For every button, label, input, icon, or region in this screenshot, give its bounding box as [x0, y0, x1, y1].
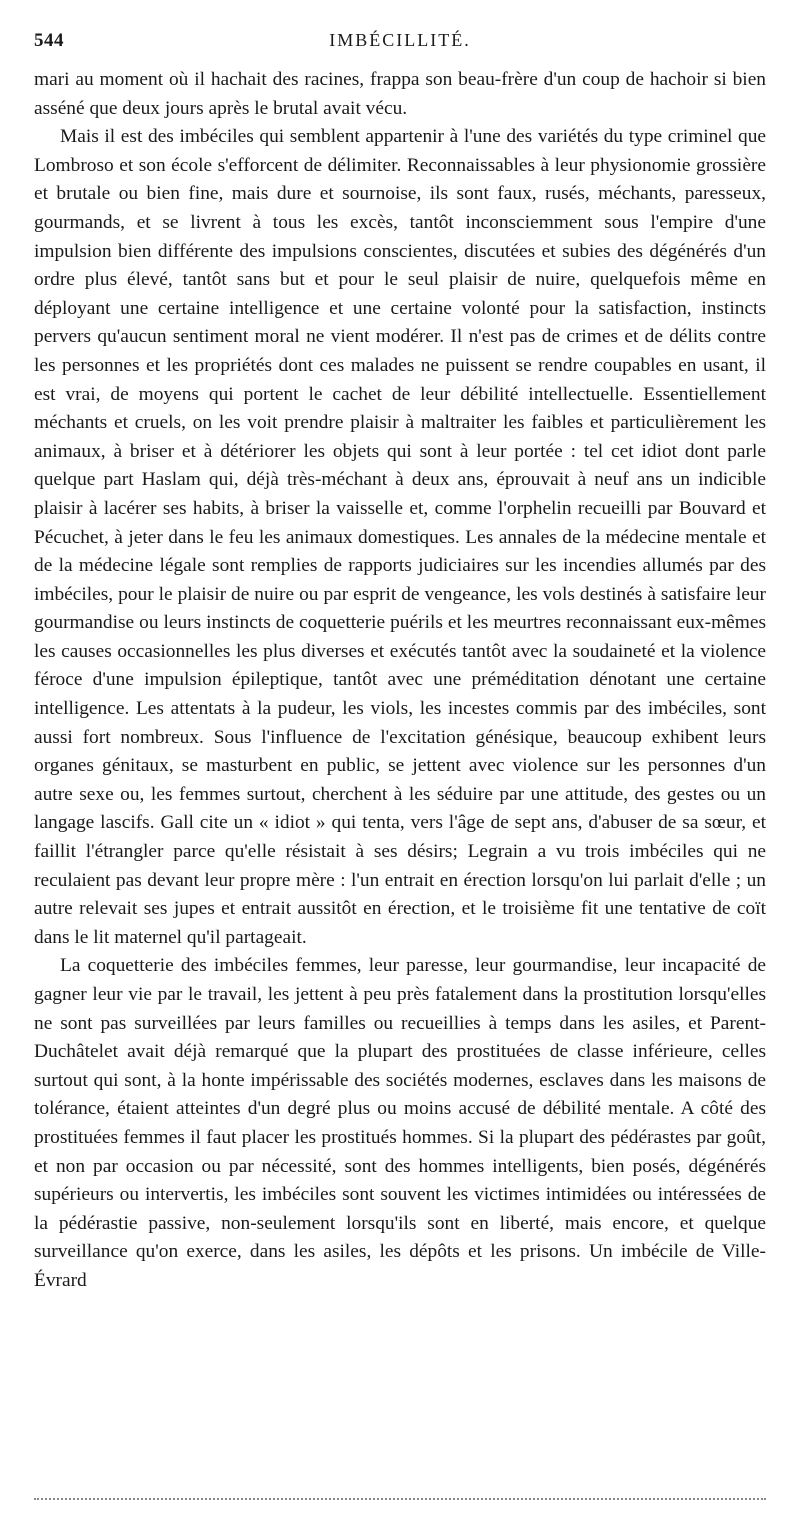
- running-title: IMBÉCILLITÉ.: [329, 30, 471, 50]
- running-head: [34, 30, 766, 58]
- paragraph-2: Mais il est des imbéciles qui semblent appartenir à l'une des variétés du type criminel que Lombroso et son école s'efforcent de délimiter. Reconnaissables à leur physionomie grossière et brutale ou bien fine, mais dure et sournoise, ils sont faux, rusés, méchants, paresseux, gourmands, et se livrent à tous les excès, tantôt inconsciemment sous l'empire d'une impulsion bien différente des impulsions conscientes, discutées et subies des dégénérés d'un ordre plus élevé, tantôt sans but et pour le seul plaisir de nuire, quelquefois même en déployant une certaine intelligence et une certaine volonté pour la satisfaction, instincts pervers qu'aucun sentiment moral ne vient modérer. Il n'est pas de crimes et de délits contre les personnes et les propriétés dont ces malades ne puissent se rendre coupables en usant, il est vrai, de moyens qui portent le cachet de leur débilité intellectuelle. Essentiellement méchants et cruels, on les voit prendre plaisir à maltraiter les faibles et particulièrement les animaux, à briser et à détériorer les objets qui sont à leur portée : tel cet idiot dont parle quelque part Haslam qui, déjà très-méchant à deux ans, éprouvait à neuf ans un indicible plaisir à lacérer ses habits, à briser la vaisselle et, comme l'orphelin recueilli par Bouvard et Pécuchet, à jeter dans le feu les animaux domestiques. Les annales de la médecine mentale et de la médecine légale sont remplies de rapports judiciaires sur les incendies allumés par des imbéciles, pour le plaisir de nuire ou par esprit de vengeance, les vols destinés à satisfaire leur gourmandise ou leurs instincts de coquetterie puérils et les meurtres reconnaissant eux-mêmes les causes occasionnelles les plus diverses et exécutés tantôt avec la soudaineté et la violence féroce d'une impulsion épileptique, tantôt avec une préméditation dénotant une certaine intelligence. Les attentats à la pudeur, les viols, les incestes commis par des imbéciles, sont aussi fort nombreux. Sous l'influence de l'excitation génésique, beaucoup exhibent leurs organes génitaux, se masturbent en public, se jettent avec violence sur les personnes d'un autre sexe ou, les femmes surtout, cherchent à les séduire par une attitude, des gestes ou un langage lascifs. Gall cite un « idiot » qui tenta, vers l'âge de sept ans, d'abuser de sa sœur, et faillit l'étrangler parce qu'elle résistait à ses désirs; Legrain a vu trois imbéciles qui ne reculaient pas devant leur propre mère : l'un entrait en érection lorsqu'on lui parlait d'elle ; un autre relevait ses jupes et entrait aussitôt en érection, et le troisième fit une tentative de coït dans le lit maternel qu'il partageait.: [34, 126, 766, 948]
- paragraph-3: La coquetterie des imbéciles femmes, leur paresse, leur gourmandise, leur incapacité de gagner leur vie par le travail, les jettent à peu près fatalement dans la prostitution lorsqu'elles ne sont pas surveillées par leurs familles ou recueillies à temps dans les asiles, et Parent-Duchâtelet avait déjà remarqué que la plupart des prostituées de classe inférieure, celles surtout qui sont, à la honte impérissable des sociétés modernes, esclaves dans les maisons de tolérance, étaient atteintes d'un degré plus ou moins accusé de débilité mentale. A côté des prostituées femmes il faut placer les prostitués hommes. Si la plupart des pédérastes par goût, et non par occasion ou par nécessité, sont des hommes intelligents, bien posés, dégénérés supérieurs ou intervertis, les imbéciles sont souvent les victimes intimidées ou intéressées de la pédérastie passive, non-seulement lorsqu'ils sont en liberté, mais encore, et quelque surveillance qu'on exerce, dans les asiles, les dépôts et les prisons. Un imbécile de Ville-Évrard: [34, 955, 766, 1291]
- document-page: [34, 30, 766, 1296]
- body-text: [34, 66, 766, 1296]
- footer-dotted-rule: [34, 1498, 766, 1500]
- page-number: 544: [34, 30, 64, 51]
- paragraph-1: mari au moment où il hachait des racines, frappa son beau-frère d'un coup de hachoir si bien asséné que deux jours après le brutal avait vécu.: [34, 69, 766, 119]
